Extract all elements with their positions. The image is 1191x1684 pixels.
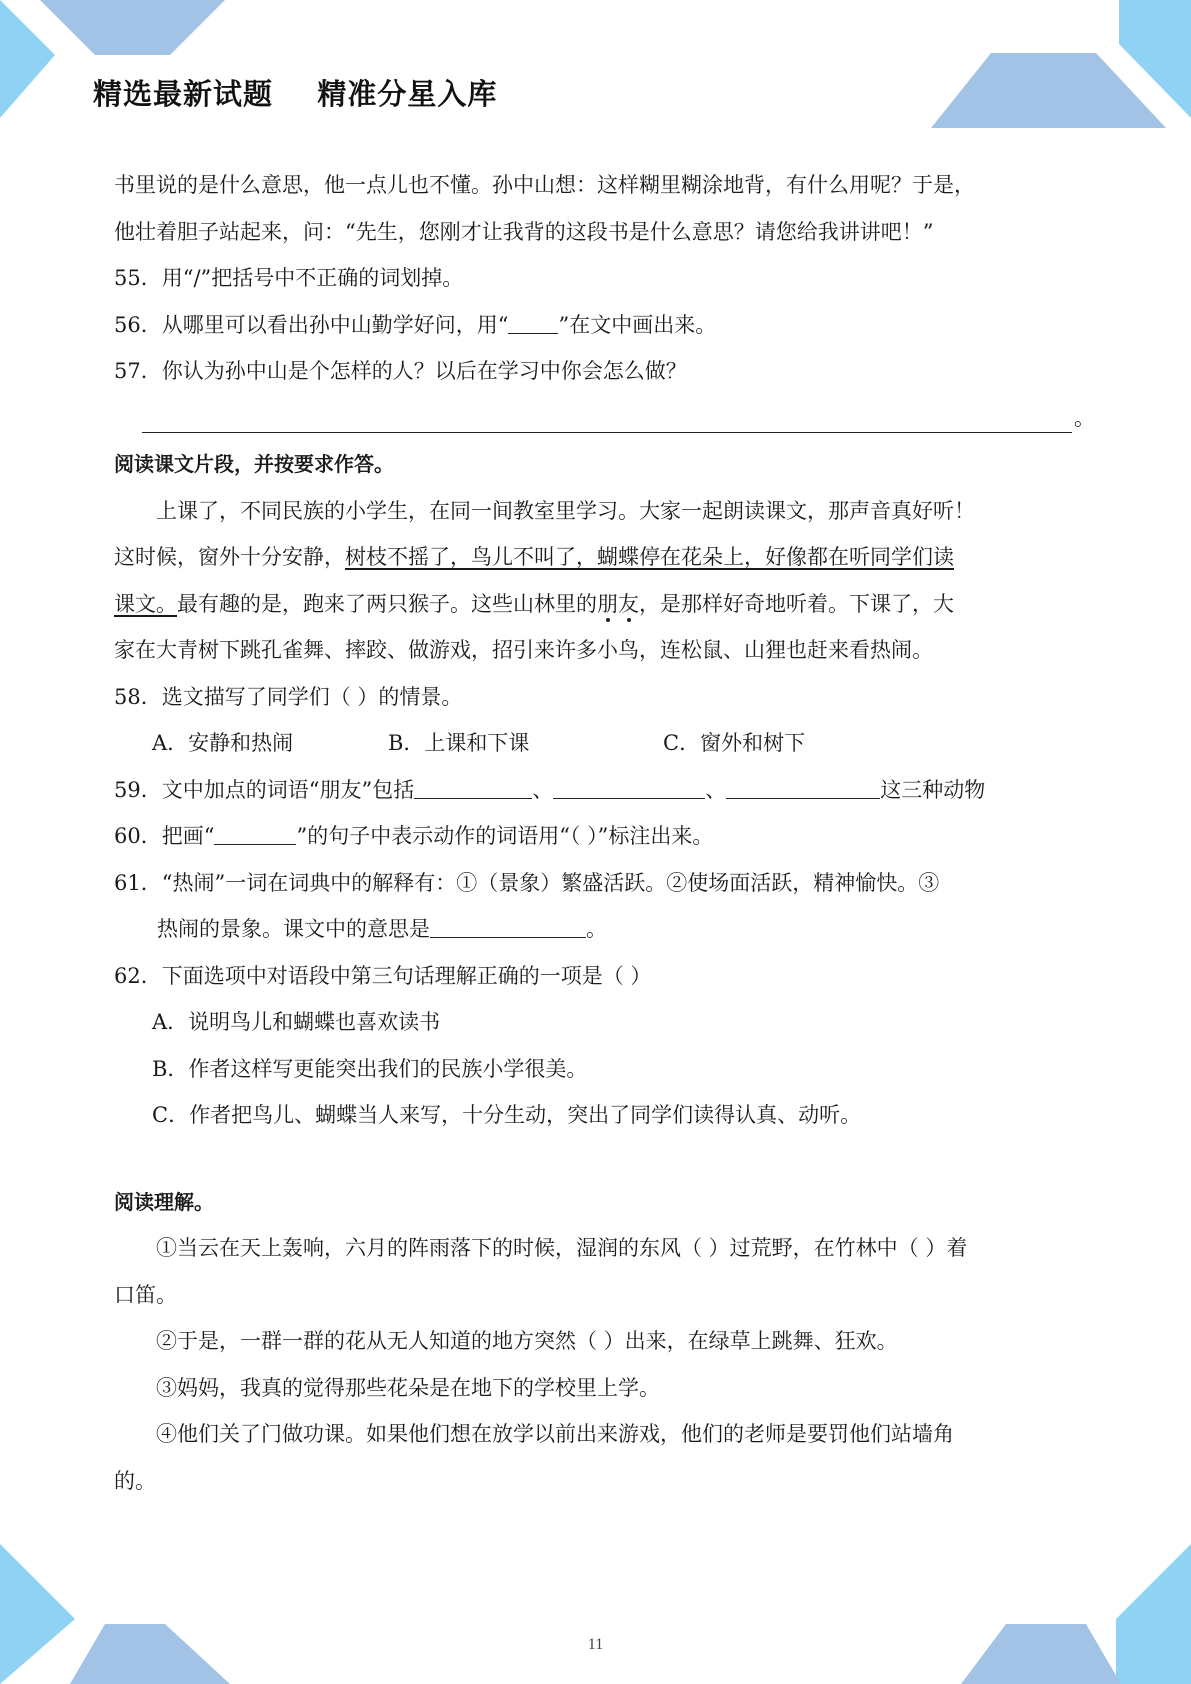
question-60	[114, 813, 1076, 860]
corner-decoration-bottom-left	[0, 1544, 260, 1684]
question-61-text: 热闹的景象。课文中的意思是	[157, 917, 430, 941]
question-61-line-1: 61．“热闹”一词在词典中的解释有：①（景象）繁盛活跃。②使场面活跃，精神愉快。③	[114, 870, 940, 895]
question-56-text: 56．从哪里可以看出孙中山勤学好问，用“	[114, 312, 509, 337]
answer-line-end: 。	[1074, 405, 1095, 430]
question-56-text-end: ”在文中画出来。	[558, 312, 717, 337]
question-57: 57．你认为孙中山是个怎样的人？以后在学习中你会怎么做？	[114, 359, 687, 383]
question-57-answer-line[interactable]	[114, 395, 1095, 442]
excerpt-line-4: 家在大青树下跳孔雀舞、摔跤、做游戏，招引来许多小鸟，连松鼠、山狸也赶来看热闹。	[114, 638, 933, 662]
answer-blank	[508, 311, 558, 334]
underline-sample	[214, 822, 296, 845]
header-title: 精选最新试题 精准分星入库	[93, 77, 498, 111]
answer-blank[interactable]	[553, 776, 705, 799]
separator: 、	[532, 777, 554, 802]
separator: 、	[705, 777, 727, 802]
page-number: 11	[587, 1636, 604, 1653]
excerpt-line-2	[114, 534, 1076, 581]
question-60-text: 60．把画“	[114, 824, 215, 848]
answer-blank[interactable]	[726, 776, 880, 799]
comprehension-line-4: ③妈妈，我真的觉得那些花朵是在地下的学校里上学。	[156, 1375, 660, 1400]
underlined-sentence-end: 课文。	[114, 591, 177, 616]
dotted-char: 友	[618, 581, 639, 628]
option-b[interactable]: B．作者这样写更能突出我们的民族小学很美。	[152, 1056, 588, 1081]
excerpt-line-3	[114, 581, 1076, 628]
question-59-text: 59．文中加点的词语“朋友”包括	[114, 777, 415, 802]
underlined-sentence: 树枝不摇了，鸟儿不叫了，蝴蝶停在花朵上，好像都在听同学们读	[345, 545, 954, 569]
dotted-char: 朋	[597, 581, 618, 628]
excerpt-text: ，是那样好奇地听着。下课了，大	[639, 591, 954, 616]
question-60-text-end: ”的句子中表示动作的词语用“（ ）”标注出来。	[296, 824, 714, 848]
spacer	[114, 1139, 1076, 1179]
document-body	[114, 162, 1095, 1504]
comprehension-line-1: ①当云在天上轰响，六月的阵雨落下的时候，湿润的东风（ ）过荒野，在竹林中（ ）着	[156, 1236, 968, 1260]
answer-blank[interactable]	[430, 915, 586, 938]
question-56	[114, 302, 1076, 349]
comprehension-line-5: ④他们关了门做功课。如果他们想在放学以前出来游戏，他们的老师是要罚他们站墙角	[156, 1422, 954, 1446]
option-a[interactable]: A．说明鸟儿和蝴蝶也喜欢读书	[152, 1010, 441, 1034]
passage1-line-2: 他壮着胆子站起来，问：“先生，您刚才让我背的这段书是什么意思？请您给我讲讲吧！”	[114, 219, 934, 244]
excerpt-text: 这时候，窗外十分安静，	[114, 545, 345, 569]
passage1-line-1: 书里说的是什么意思，他一点儿也不懂。孙中山想：这样糊里糊涂地背，有什么用呢？于是，	[114, 173, 975, 197]
corner-decoration-bottom-right	[931, 1544, 1191, 1684]
option-a[interactable]: A．安静和热闹	[152, 731, 294, 755]
question-58: 58．选文描写了同学们（ ）的情景。	[114, 684, 463, 709]
question-59-text-end: 这三种动物	[880, 777, 986, 802]
comprehension-line-3: ②于是，一群一群的花从无人知道的地方突然（ ）出来，在绿草上跳舞、狂欢。	[156, 1329, 898, 1353]
section-title-reading-comprehension: 阅读理解。	[114, 1189, 214, 1214]
answer-line[interactable]	[142, 432, 1072, 433]
corner-decoration-top-right	[931, 0, 1191, 130]
question-61-line-2	[114, 906, 1076, 953]
excerpt-line-1: 上课了，不同民族的小学生，在同一间教室里学习。大家一起朗读课文，那声音真好听！	[156, 498, 975, 523]
question-62: 62．下面选项中对语段中第三句话理解正确的一项是（ ）	[114, 963, 652, 988]
question-55: 55．用“/”把括号中不正确的词划掉。	[114, 266, 464, 290]
comprehension-line-2: 口笛。	[114, 1282, 177, 1307]
question-59	[114, 767, 1076, 814]
question-58-options	[114, 720, 1076, 767]
excerpt-text: 最有趣的是，跑来了两只猴子。这些山林里的	[177, 591, 597, 616]
option-c[interactable]: C．作者把鸟儿、蝴蝶当人来写，十分生动，突出了同学们读得认真、动听。	[152, 1103, 862, 1127]
option-b[interactable]: B．上课和下课	[388, 731, 530, 755]
option-c[interactable]: C．窗外和树下	[663, 731, 806, 755]
comprehension-line-6: 的。	[114, 1468, 156, 1493]
section-title-reading-excerpt: 阅读课文片段，并按要求作答。	[114, 452, 394, 476]
period: 。	[586, 917, 607, 941]
answer-blank[interactable]	[414, 776, 532, 799]
